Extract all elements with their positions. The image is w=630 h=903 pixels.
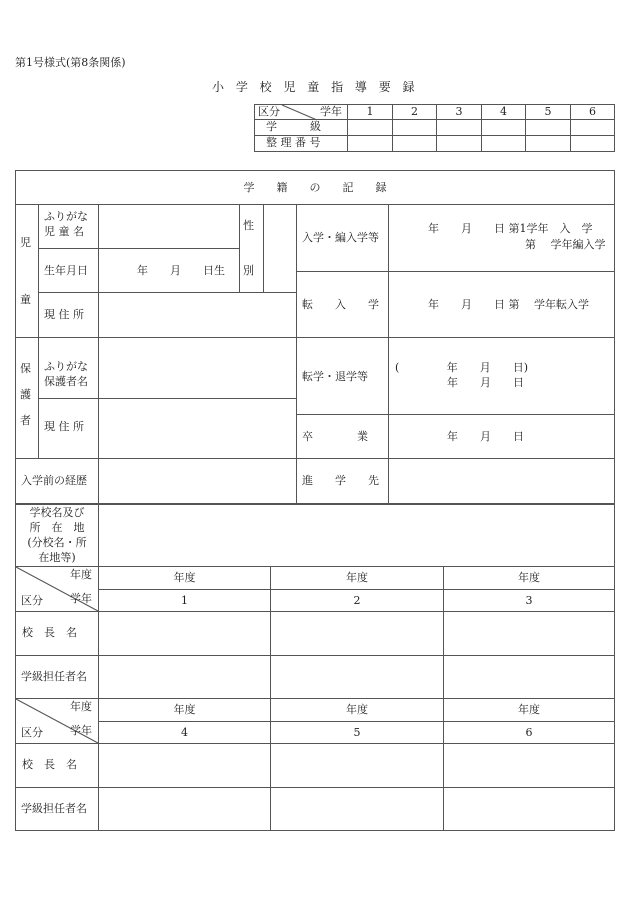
transfer-in-label: 転 入 学	[302, 298, 379, 311]
prior-label: 入学前の経歴	[21, 474, 87, 487]
child-label-2: 童	[20, 293, 31, 306]
guardian-address-field[interactable]	[98, 398, 297, 459]
next-school-label: 進 学 先	[302, 474, 379, 487]
principal-field[interactable]	[98, 611, 271, 656]
principal-field[interactable]	[270, 743, 444, 788]
guardian-label-1: 保	[20, 362, 31, 375]
corner-kubun: 区分	[21, 594, 43, 607]
teacher-field[interactable]	[270, 787, 444, 831]
teacher-field[interactable]	[98, 787, 271, 831]
principal-label: 校 長 名	[22, 758, 77, 771]
teacher-field[interactable]	[443, 655, 615, 699]
next-school-field[interactable]	[388, 458, 615, 504]
child-label-1: 児	[20, 236, 31, 249]
grade-number: 3	[455, 105, 463, 118]
teacher-label: 学級担任者名	[21, 802, 87, 815]
furigana-label: ふりがな	[44, 210, 88, 223]
grade-number: 4	[181, 726, 188, 739]
guardian-name-field[interactable]	[98, 337, 297, 399]
grade-number: 3	[525, 594, 533, 607]
address-field[interactable]	[98, 292, 297, 338]
number-field[interactable]	[570, 135, 615, 152]
year-label: 年度	[346, 703, 368, 716]
corner-grade: 学年	[70, 592, 92, 605]
transfer-out-value-1: ( 年 月 日)	[395, 361, 529, 374]
number-field[interactable]	[436, 135, 482, 152]
class-field[interactable]	[347, 119, 393, 136]
guardian-name-label: 保護者名	[44, 375, 88, 388]
class-field[interactable]	[392, 119, 437, 136]
corner-grade: 学年	[70, 724, 92, 737]
class-field[interactable]	[436, 119, 482, 136]
diagonal-line	[282, 105, 317, 120]
sex-label-1: 性	[243, 219, 254, 232]
school-field[interactable]	[98, 503, 615, 567]
class-field[interactable]	[525, 119, 571, 136]
document-title: 小 学 校 児 童 指 導 要 録	[212, 80, 419, 94]
child-name-label: 児 童 名	[44, 225, 84, 238]
transfer-out-label: 転学・退学等	[302, 370, 368, 383]
teacher-label: 学級担任者名	[21, 670, 87, 683]
transfer-in-value: 年 月 日 第 学年転入学	[428, 298, 589, 311]
number-field[interactable]	[392, 135, 437, 152]
year-label: 年度	[173, 703, 196, 716]
grade-number: 6	[589, 105, 596, 118]
corner-year: 年度	[70, 568, 92, 581]
grade-number: 5	[544, 105, 552, 118]
prior-field[interactable]	[98, 458, 297, 504]
principal-field[interactable]	[270, 611, 444, 656]
graduation-label: 卒 業	[302, 430, 368, 443]
grade-number: 6	[525, 726, 533, 739]
grade-number: 5	[353, 726, 361, 739]
number-field[interactable]	[481, 135, 526, 152]
school-label-3: (分校名・所	[27, 536, 87, 549]
teacher-field[interactable]	[98, 655, 271, 699]
principal-field[interactable]	[443, 611, 615, 656]
guardian-label-3: 者	[20, 414, 31, 427]
guardian-address-label: 現 住 所	[44, 420, 84, 433]
principal-field[interactable]	[443, 743, 615, 788]
child-section-cell	[15, 204, 39, 338]
class-field[interactable]	[481, 119, 526, 136]
number-field[interactable]	[525, 135, 571, 152]
graduation-value: 年 月 日	[447, 430, 524, 443]
year-label: 年度	[173, 571, 196, 584]
corner-gakunen: 学年	[320, 105, 342, 118]
sex-label-cell	[239, 204, 264, 293]
birth-label: 生年月日	[44, 264, 88, 277]
principal-field[interactable]	[98, 743, 271, 788]
grade-number: 2	[353, 594, 361, 607]
corner-kubun: 区分	[21, 726, 43, 739]
number-row-label: 整 理 番 号	[266, 136, 321, 149]
school-label	[15, 505, 99, 565]
class-field[interactable]	[570, 119, 615, 136]
birth-value: 年 月 日生	[137, 264, 225, 277]
entrance-label: 入学・編入学等	[302, 231, 379, 244]
record-heading: 学 籍 の 記 録	[243, 181, 387, 194]
grade-number: 1	[181, 594, 188, 607]
class-row-label: 学 級	[266, 120, 321, 133]
corner-year: 年度	[70, 700, 92, 713]
grade-number: 4	[500, 105, 507, 118]
entrance-value-2: 第 学年編入学	[525, 238, 606, 251]
school-label-2: 所 在 地	[29, 521, 85, 534]
year-label: 年度	[518, 571, 540, 584]
entrance-value-1: 年 月 日 第1学年 入 学	[428, 222, 593, 235]
school-label-4: 在地等)	[38, 551, 76, 564]
teacher-field[interactable]	[270, 655, 444, 699]
sex-field[interactable]	[263, 204, 297, 293]
guardian-furigana-label: ふりがな	[44, 360, 88, 373]
principal-label: 校 長 名	[22, 626, 77, 639]
form-number: 第1号様式(第8条関係)	[15, 56, 126, 69]
guardian-label-2: 護	[20, 388, 31, 401]
child-name-field[interactable]	[98, 204, 240, 249]
grade-number: 2	[411, 105, 418, 118]
transfer-out-value-2: 年 月 日	[447, 376, 524, 389]
year-label: 年度	[346, 571, 368, 584]
sex-label-2: 別	[243, 264, 254, 277]
number-field[interactable]	[347, 135, 393, 152]
year-label: 年度	[518, 703, 540, 716]
teacher-field[interactable]	[443, 787, 615, 831]
school-label-1: 学校名及び	[29, 506, 85, 519]
address-label: 現 住 所	[44, 308, 84, 321]
corner-kubun: 区分	[258, 105, 280, 118]
grade-number: 1	[366, 105, 374, 118]
